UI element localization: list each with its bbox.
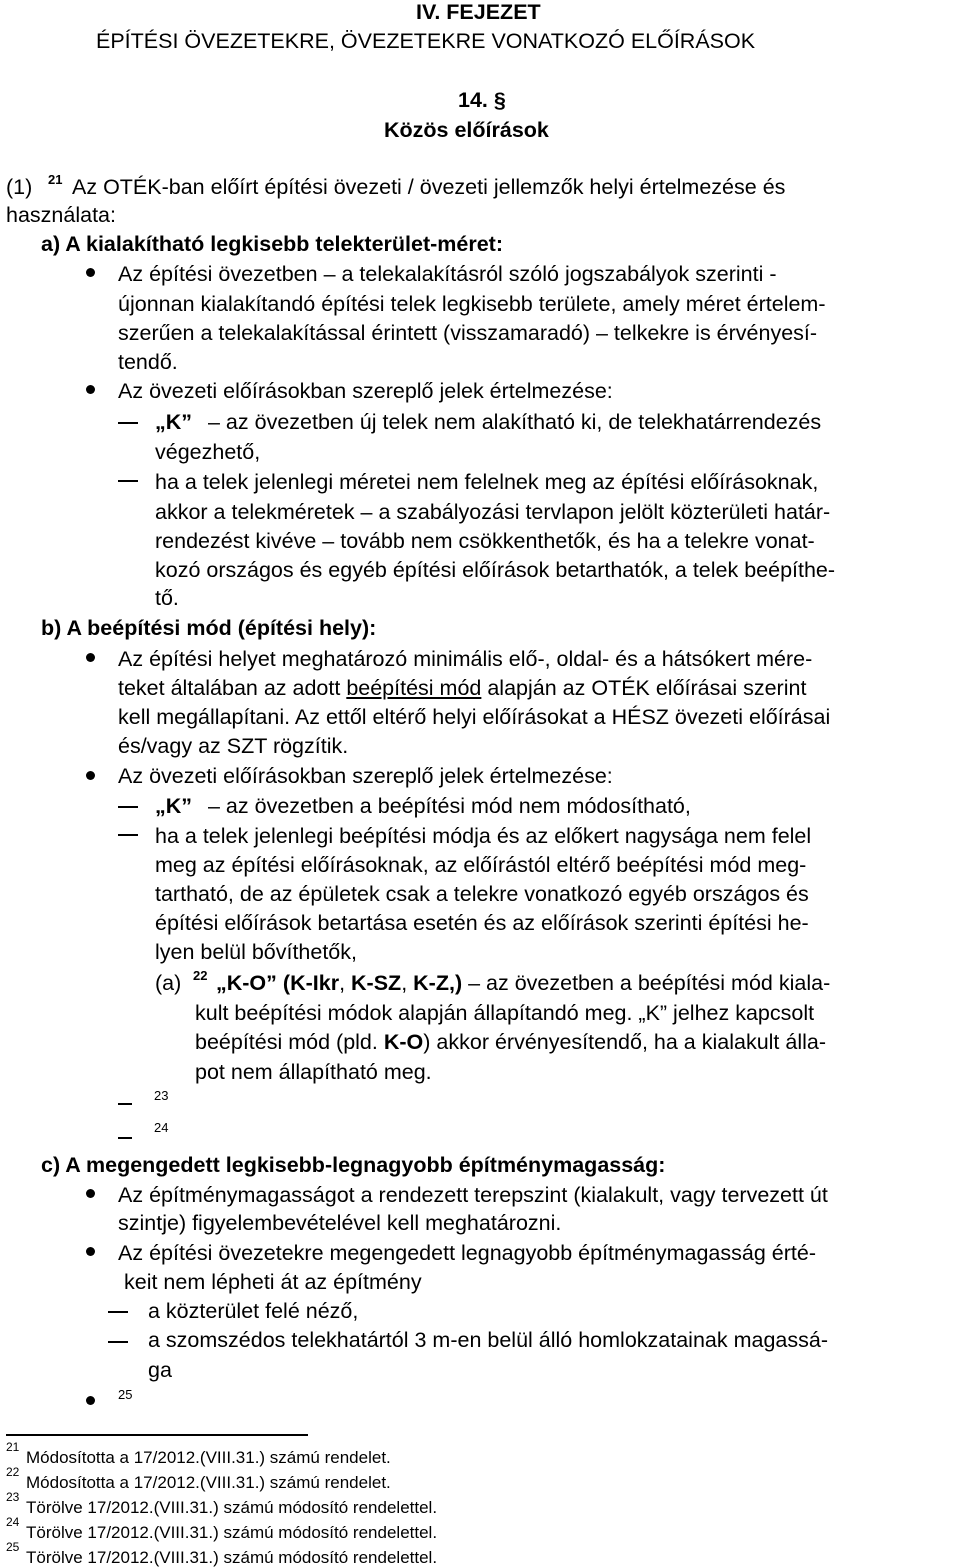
bullet-line: Az övezeti előírásokban szereplő jelek értelmezése:: [118, 764, 613, 788]
bullet-line: Az építménymagasságot a rendezett terepszint (kialakult, vagy tervezett út: [118, 1183, 828, 1207]
dash-line: építési előírások betartása esetén és az előírások szerinti építési he-: [155, 911, 809, 935]
section-b-heading: b) A beépítési mód (építési hely):: [41, 616, 377, 640]
bullet-line: újonnan kialakítandó építési telek legkisebb területe, amely méret értelem-: [118, 292, 826, 316]
dash-line: a szomszédos telekhatártól 3 m-en belül álló homlokzatainak magassá-: [148, 1328, 828, 1352]
section-title: Közös előírások: [384, 118, 549, 142]
dash-line-cont: végezhető,: [155, 440, 261, 464]
paragraph-text-cont: használata:: [6, 203, 116, 227]
dash-line: ga: [148, 1358, 172, 1382]
chapter-title: ÉPÍTÉSI ÖVEZETEKRE, ÖVEZETEKRE VONATKOZÓ ELŐÍRÁSOK: [96, 29, 756, 53]
sub-item-line: [195, 1032, 826, 1054]
dash-icon: [118, 480, 138, 482]
code-k-o: „K-O”: [216, 971, 277, 995]
footnote-ref-25: 25: [118, 1387, 133, 1402]
dash-line: a közterület felé néző,: [148, 1299, 359, 1323]
dash-icon: [118, 1103, 132, 1105]
bullet-line: [118, 678, 806, 700]
code: K-Z: [413, 971, 449, 995]
paragraph-text: Az OTÉK-ban előírt építési övezeti / övezeti jellemzők helyi értelmezése és: [72, 175, 786, 199]
bullet-line: kell megállapítani. Az ettől eltérő helyi előírásokat a HÉSZ övezeti előírásai: [118, 705, 831, 729]
text-part: ,): [448, 971, 463, 995]
code-k: „K”: [155, 410, 193, 434]
dash-line: rendezést kivéve – tovább nem csökkenthetők, és ha a telekre vonat-: [155, 529, 815, 553]
chapter-number: IV. FEJEZET: [416, 0, 541, 24]
bullet-icon: [86, 1189, 95, 1198]
footnote-ref-24: 24: [154, 1120, 169, 1135]
bullet-line: keit nem lépheti át az építmény: [124, 1270, 422, 1294]
bullet-icon: [86, 1396, 95, 1405]
bullet-line: szintje) figyelembevételével kell meghatározni.: [118, 1211, 562, 1235]
sub-item-line: kult beépítési módok alapján állapítandó meg. „K” jelhez kapcsolt: [195, 1001, 815, 1025]
footnote-text: Módosította a 17/2012.(VIII.31.) számú rendelet.: [26, 1448, 391, 1467]
footnote-text: Törölve 17/2012.(VIII.31.) számú módosító rendelettel.: [26, 1498, 438, 1517]
footnote-text: Módosította a 17/2012.(VIII.31.) számú rendelet.: [26, 1473, 391, 1492]
footnote-number: 23: [6, 1490, 20, 1504]
footnote-number: 24: [6, 1515, 20, 1529]
bullet-line: Az építési helyet meghatározó minimális elő-, oldal- és a hátsókert mére-: [118, 647, 813, 671]
dash-icon: [118, 834, 138, 836]
dash-icon: [108, 1341, 128, 1343]
text-part: (: [282, 971, 291, 995]
bullet-icon: [86, 771, 95, 780]
footnote-ref-21: 21: [48, 172, 63, 187]
bullet-icon: [86, 385, 95, 394]
section-number: 14. §: [458, 88, 506, 112]
footnote-number: 22: [6, 1465, 20, 1479]
dash-line: akkor a telekméretek – a szabályozási tervlapon jelölt közterületi határ-: [155, 500, 831, 524]
footnote-number: 25: [6, 1540, 20, 1554]
code: K-O: [383, 1030, 424, 1054]
paragraph-number: (1): [6, 175, 33, 199]
text-part: ,: [339, 971, 352, 995]
text-part: alapján az OTÉK előírásai szerint: [481, 676, 807, 700]
sub-item-line: pot nem állapítható meg.: [195, 1060, 432, 1084]
bullet-line: szerűen a telekalakítással érintett (visszamaradó) – telkekre is érvényesí-: [118, 321, 818, 345]
footnote-text: Törölve 17/2012.(VIII.31.) számú módosító rendelettel.: [26, 1523, 438, 1542]
dash-line: ha a telek jelenlegi méretei nem felelnek meg az építési előírásoknak,: [155, 470, 819, 494]
footnote-ref-23: 23: [154, 1088, 169, 1103]
text-part: ,: [401, 971, 414, 995]
sub-item-label: (a): [155, 971, 182, 995]
section-c-heading: c) A megengedett legkisebb-legnagyobb építménymagasság:: [41, 1153, 666, 1177]
dash-icon: [118, 1137, 132, 1139]
text-part: ) akkor érvényesítendő, ha a kialakult álla-: [423, 1030, 827, 1054]
bullet-icon: [86, 1247, 95, 1256]
dash-line: kozó országos és egyéb építési előírások betarthatók, a telek beépíthe-: [155, 558, 836, 582]
footnote-text: Törölve 17/2012.(VIII.31.) számú módosító rendelettel.: [26, 1548, 438, 1567]
dash-icon: [108, 1311, 128, 1313]
dash-line: lyen belül bővíthetők,: [155, 940, 357, 964]
bullet-line: Az építési övezetekre megengedett legnagyobb építménymagasság érté-: [118, 1241, 816, 1265]
dash-icon: [118, 422, 138, 424]
code-k: „K”: [155, 794, 193, 818]
dash-line: meg az építési előírásoknak, az előírástól eltérő beépítési mód meg-: [155, 853, 807, 877]
dash-line: ha a telek jelenlegi beépítési módja és az előkert nagysága nem felel: [155, 824, 812, 848]
section-a-heading: a) A kialakítható legkisebb telekterület-méret:: [41, 232, 503, 256]
text-part: – az övezetben a beépítési mód kiala-: [468, 971, 831, 995]
code: K-Ikr: [290, 971, 340, 995]
dash-line: tő.: [155, 586, 179, 610]
dash-line: tartható, de az épületek csak a telekre vonatkozó egyéb országos és: [155, 882, 809, 906]
bullet-line: és/vagy az SZT rögzítik.: [118, 734, 349, 758]
footnote-number: 21: [6, 1440, 20, 1454]
dash-icon: [118, 806, 138, 808]
underlined-term: beépítési mód: [346, 676, 482, 700]
footnote-separator: [6, 1434, 308, 1436]
bullet-icon: [86, 653, 95, 662]
footnote-ref-22: 22: [193, 968, 208, 983]
dash-line: – az övezetben a beépítési mód nem módosítható,: [208, 794, 691, 818]
bullet-icon: [86, 268, 95, 277]
bullet-line: Az övezeti előírásokban szereplő jelek értelmezése:: [118, 379, 613, 403]
sub-item-line: [216, 973, 830, 995]
code: K-SZ: [351, 971, 402, 995]
text-part: teket általában az adott: [118, 676, 347, 700]
dash-line: – az övezetben új telek nem alakítható ki, de telekhatárrendezés: [208, 410, 822, 434]
text-part: beépítési mód (pld.: [195, 1030, 384, 1054]
bullet-line: Az építési övezetben – a telekalakításról szóló jogszabályok szerinti -: [118, 262, 777, 286]
bullet-line: tendő.: [118, 350, 178, 374]
